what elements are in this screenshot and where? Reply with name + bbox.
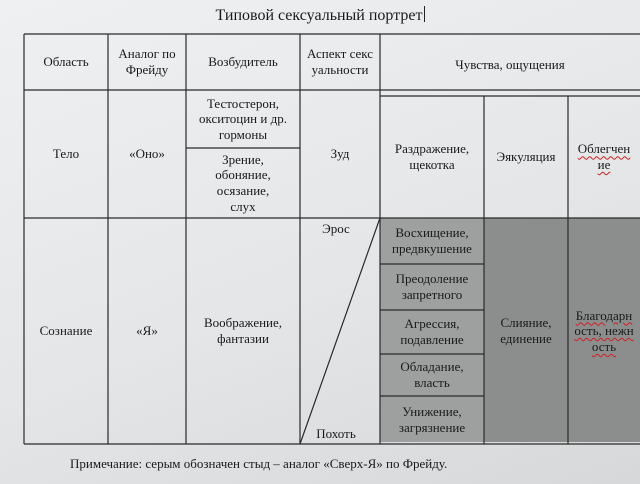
row-mind-aspect-eros: Эрос [322,221,350,237]
row-mind-area: Сознание [39,323,93,339]
row-mind-analog: «Я» [136,323,158,339]
feeling-humiliation: Унижение, загрязнение [398,404,466,435]
row-body-feeling-relief: Облегчение [577,141,631,172]
header-analog: Аналог по Фрейду [118,46,176,77]
feeling-aggression: Агрессия, подавление [400,316,464,347]
row-mind-aspect-lust: Похоть [316,426,356,442]
feeling-possession: Обладание, власть [400,359,464,390]
header-area: Область [43,54,89,70]
row-mind-stimulus: Воображение, фантазии [203,315,283,346]
header-stimulus: Возбудитель [208,54,278,70]
row-body-stimulus-hormones: Тестостерон, окситоцин и др. гормоны [199,95,287,142]
page-title [0,6,640,25]
row-body-aspect: Зуд [330,146,350,162]
row-body-feeling-ejaculation: Эякуляция [496,149,556,165]
feeling-overcoming: Преодоление запретного [395,271,469,302]
text-cursor [424,6,425,22]
row-body-analog: «Оно» [129,146,165,162]
header-feelings: Чувства, ощущения [455,57,565,73]
row-mind-feeling-union: Слияние, единение [500,315,552,346]
row-mind-feeling-gratitude: Благодарность, нежность [574,307,634,354]
feeling-admiration: Восхищение, предвкушение [392,225,472,256]
row-body-area: Тело [52,146,80,162]
row-body-stimulus-senses: Зрение, обоняние, осязание, слух [215,151,271,214]
row-body-feeling-irritation: Раздражение, щекотка [394,141,470,172]
footnote: Примечание: серым обозначен стыд – аналог «Сверх-Я» по Фрейду. [70,456,448,471]
title-text: Типовой сексуальный портрет [215,7,423,24]
header-aspect: Аспект сексуальности [306,46,374,77]
